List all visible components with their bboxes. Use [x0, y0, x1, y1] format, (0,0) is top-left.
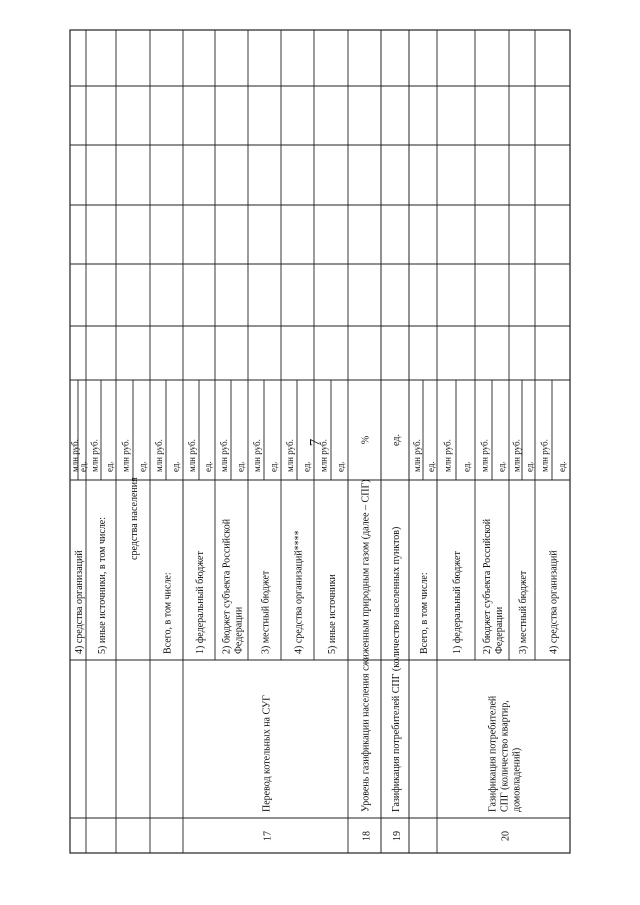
- unit-cell: ед.: [104, 461, 115, 472]
- item-cell: 4) средства организаций: [74, 550, 85, 654]
- unit-cell: ед.: [137, 461, 148, 472]
- row-number: 20: [500, 831, 512, 841]
- unit-cell: млн руб.: [539, 439, 550, 472]
- unit-cell: млн руб.: [154, 439, 164, 472]
- row-name: СПГ (количество квартир,: [499, 700, 511, 812]
- row-number: 18: [361, 831, 373, 841]
- row-name: Газификация потребителей: [487, 695, 499, 812]
- row-name: домовладений): [511, 747, 523, 812]
- item-cell: 2) бюджет субъекта Российской: [482, 518, 493, 654]
- unit-cell: ед.: [203, 461, 213, 472]
- unit-cell: млн руб.: [479, 439, 490, 472]
- item-cell: Всего, в том числе:: [419, 572, 430, 654]
- row-number: 19: [392, 831, 403, 841]
- unit-cell: ед.: [524, 461, 535, 472]
- row-name: Газификация потребителей СПГ (количество населенных пунктов): [391, 526, 402, 812]
- unit-cell: ед.: [268, 461, 279, 472]
- item-cell: 4) средства организаций****: [293, 530, 305, 654]
- item-cell: Федерации: [494, 606, 505, 654]
- row-name: Уровень газификации населения сжиженным природным газом (далее – СПГ): [360, 479, 372, 812]
- unit-cell: ед.: [461, 461, 472, 472]
- unit-cell: млн руб.: [318, 439, 329, 472]
- unit-cell: млн руб.: [285, 439, 295, 472]
- unit-cell: ед.: [170, 461, 181, 472]
- unit-cell: млн руб.: [442, 439, 453, 472]
- unit-cell: млн руб.: [252, 439, 262, 472]
- item-cell: 3) местный бюджет: [518, 570, 529, 654]
- unit-cell: млн руб.: [511, 439, 522, 472]
- item-cell: 5) иные источники, в том числе:: [97, 516, 108, 654]
- row-name: Перевод котельных на СУГ: [261, 695, 273, 812]
- row-number: 17: [262, 831, 274, 841]
- item-cell: Всего, в том числе:: [162, 572, 174, 654]
- item-cell: 2) бюджет субъекта Российской: [221, 518, 233, 654]
- unit-cell: ед.: [557, 461, 567, 472]
- unit-cell: ед.: [335, 461, 346, 472]
- item-cell: 1) федеральный бюджет: [195, 551, 206, 654]
- unit-cell: ед.: [78, 461, 88, 472]
- item-cell: 1) федеральный бюджет: [452, 551, 463, 654]
- item-cell: Федерации: [233, 606, 245, 654]
- unit-cell: млн руб.: [120, 439, 131, 472]
- unit-cell: млн руб.: [187, 439, 197, 472]
- item-cell: 4) средства организаций: [548, 550, 560, 654]
- unit-cell: ед.: [391, 434, 402, 446]
- unit-cell: ед.: [235, 461, 246, 472]
- unit-cell: ед.: [426, 461, 436, 472]
- unit-cell: млн руб.: [219, 439, 229, 472]
- unit-cell: млн руб.: [70, 439, 80, 472]
- page-number: 7: [307, 438, 324, 447]
- unit-cell: %: [360, 435, 372, 445]
- item-cell: 5) иные источники: [327, 574, 338, 654]
- unit-cell: млн руб.: [89, 439, 100, 472]
- item-cell: средства населения: [129, 477, 140, 560]
- unit-cell: ед.: [301, 461, 312, 472]
- unit-cell: ед.: [496, 461, 507, 472]
- item-cell: 3) местный бюджет: [260, 570, 272, 654]
- unit-cell: млн руб.: [412, 439, 422, 472]
